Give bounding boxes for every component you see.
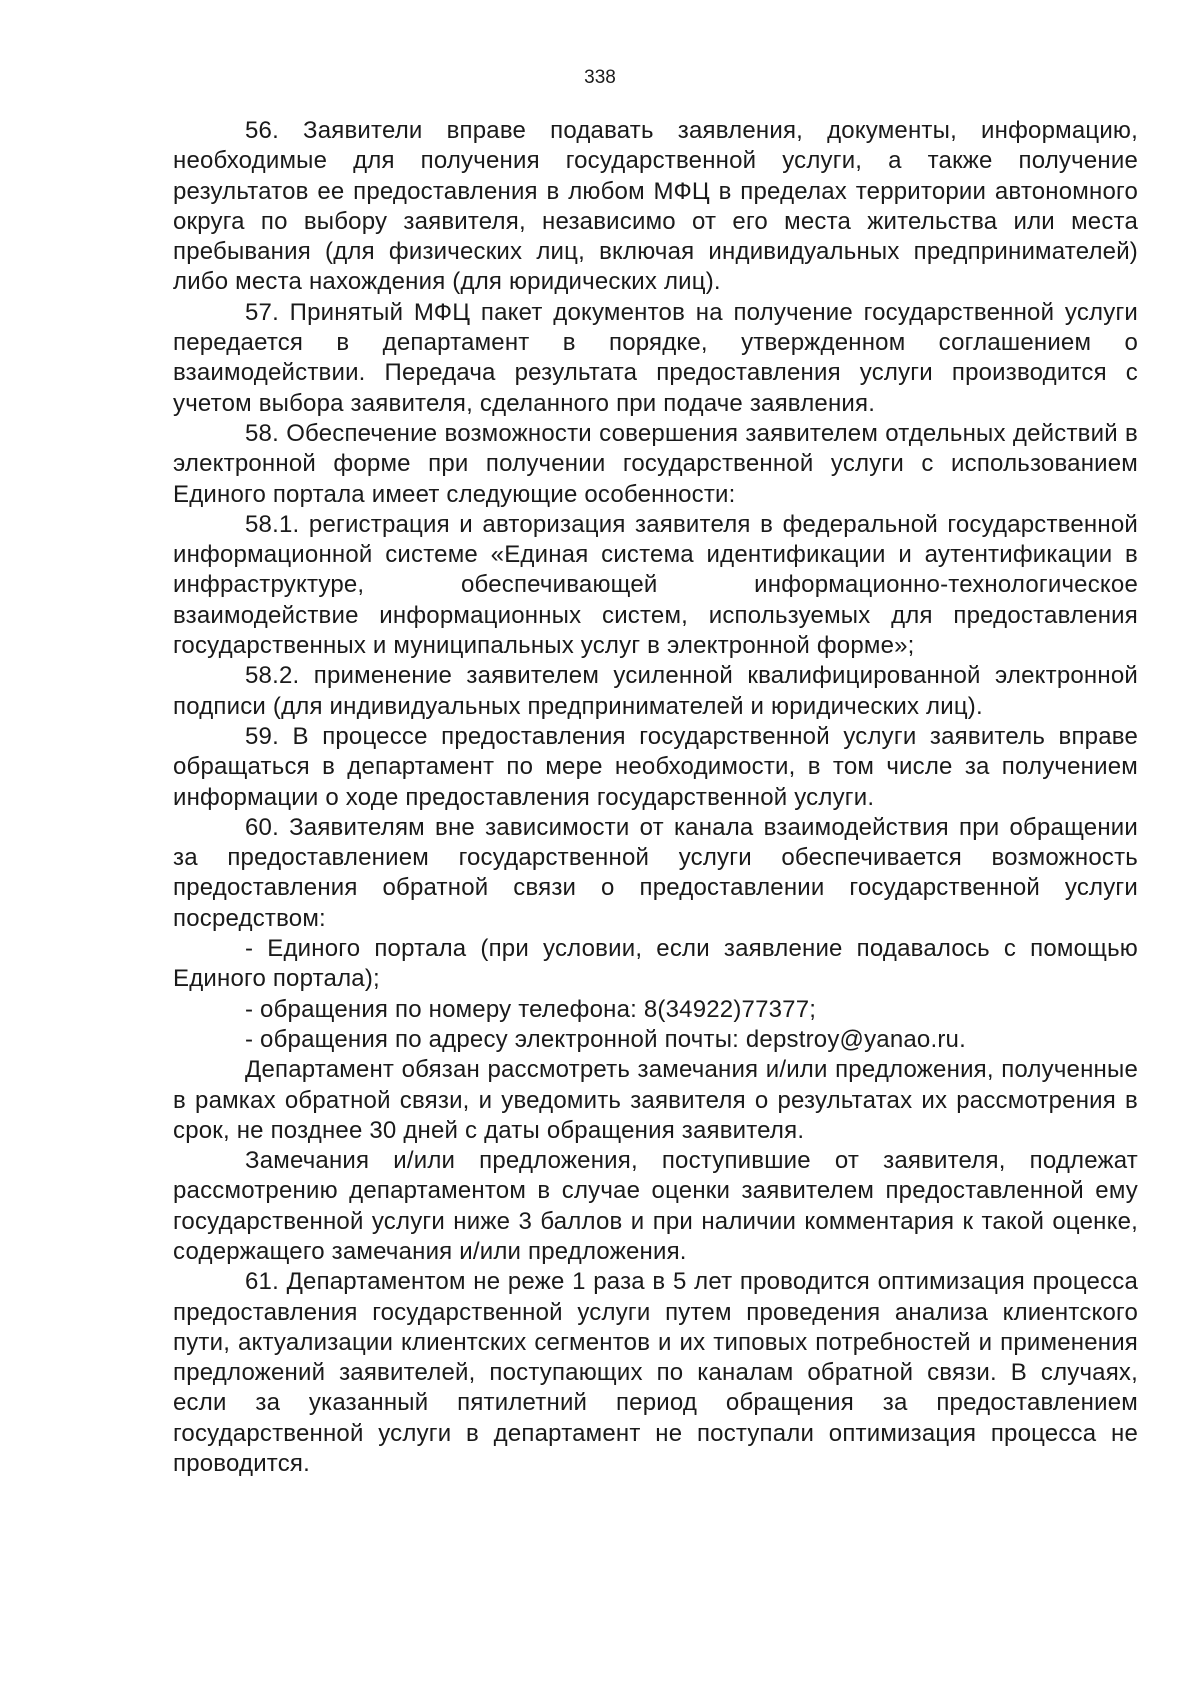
paragraph-60: 60. Заявителям вне зависимости от канала взаимодействия при обращении за предоставлением государственной услуги обеспечивается возможность предоставления обратной связи о предоставлении государственной услуги посредством:: [173, 813, 1138, 932]
list-item-email: - обращения по адресу электронной почты: depstroy@yanao.ru.: [245, 1025, 966, 1053]
document-body: [173, 116, 1138, 1479]
paragraph-57: 57. Принятый МФЦ пакет документов на получение государственной услуги передается в департамент в порядке, утвержденном соглашением о взаимодействии. Передача результата предоставления услуги производится с учетом выбора заявителя, сделанного при подаче заявления.: [173, 298, 1138, 417]
paragraph-59: 59. В процессе предоставления государственной услуги заявитель вправе обращаться в департамент по мере необходимости, в том числе за получением информации о ходе предоставления государственной услуги.: [173, 722, 1138, 811]
paragraph-58-1: 58.1. регистрация и авторизация заявителя в федеральной государственной информационной системе «Единая система идентификации и аутентификации в инфраструктуре, обеспечивающей информационно-технологическое взаимодействие информационных систем, используемых для предоставления государственных и муниципальных услуг в электронной форме»;: [173, 510, 1138, 660]
list-item-phone: - обращения по номеру телефона: 8(34922)77377;: [245, 995, 817, 1023]
paragraph-58-2: 58.2. применение заявителем усиленной квалифицированной электронной подписи (для индивидуальных предпринимателей и юридических лиц).: [173, 662, 1138, 720]
paragraph-remarks: Замечания и/или предложения, поступившие от заявителя, подлежат рассмотрению департаментом в случае оценки заявителем предоставленной ему государственной услуги ниже 3 баллов и при наличии комментария к такой оценке, содержащего замечания и/или предложения.: [173, 1147, 1138, 1265]
page-number: 338: [584, 67, 616, 88]
list-item-portal: - Единого портала (при условии, если заявление подавалось с помощью Единого портала);: [173, 935, 1138, 993]
paragraph-department-obligation: Департамент обязан рассмотреть замечания и/или предложения, полученные в рамках обратной связи, и уведомить заявителя о результатах их рассмотрения в срок, не позднее 30 дней с даты обращения заявителя.: [173, 1056, 1138, 1144]
paragraph-58: 58. Обеспечение возможности совершения заявителем отдельных действий в электронной форме при получении государственной услуги с использованием Единого портала имеет следующие особенности:: [173, 419, 1138, 508]
paragraph-61: 61. Департаментом не реже 1 раза в 5 лет проводится оптимизация процесса предоставления государственной услуги путем проведения анализа клиентского пути, актуализации клиентских сегментов и их типовых потребностей и применения предложений заявителей, поступающих по каналам обратной связи. В случаях, если за указанный пятилетний период обращения за предоставлением государственной услуги в департамент не поступали оптимизация процесса не проводится.: [173, 1268, 1138, 1478]
paragraph-56: 56. Заявители вправе подавать заявления, документы, информацию, необходимые для получения государственной услуги, а также получение результатов ее предоставления в любом МФЦ в пределах территории автономного округа по выбору заявителя, независимо от его места жительства или места пребывания (для физических лиц, включая индивидуальных предпринимателей) либо места нахождения (для юридических лиц).: [173, 117, 1138, 296]
